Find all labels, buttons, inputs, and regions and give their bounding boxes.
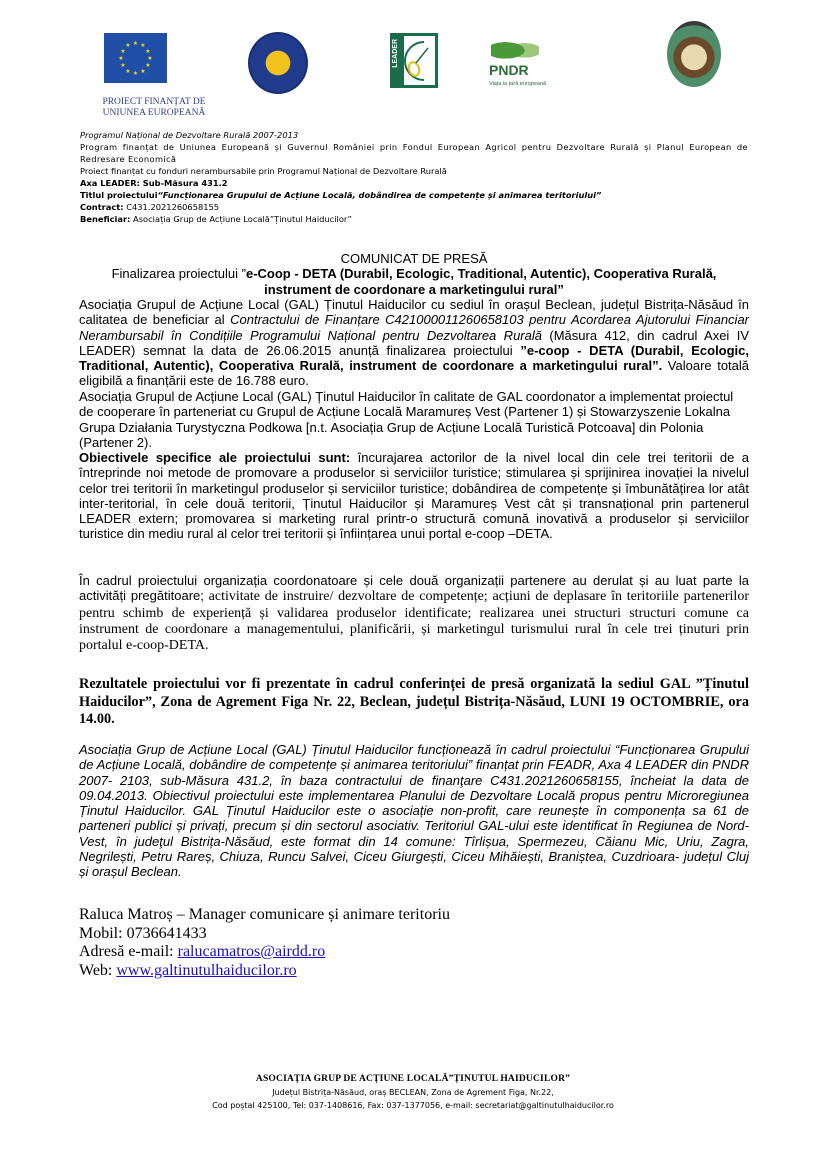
subtitle-prefix: Finalizarea proiectului ” [111,266,246,282]
svg-text:★: ★ [147,56,153,62]
project-title-value: “Funcționarea Grupului de Acțiune Locală, dobândirea de competențe și animarea teritoriului” [157,190,602,200]
beneficiar-value: Asociația Grup de Acțiune Locală”Ținutul Haiducilor” [130,214,352,224]
svg-text:★: ★ [120,49,126,55]
svg-text:★: ★ [118,56,124,62]
svg-text:★: ★ [132,41,139,47]
mobile-label: Mobil: [79,924,127,942]
p1-project-bold: ”e-coop - DETA (Durabil, Ecologic, Traditional, Autentic), Cooperativa Rurală, instrument de coordonare a marketingului rural”. [79,342,750,374]
leader-logo-inner [404,36,435,85]
eu-caption-line2: UNIUNEA EUROPEANĂ [102,108,206,118]
eu-caption [94,97,214,119]
p1-contract-italic: Contractului de Finanțare C421000011260658103 pentru Acordarea Ajutorului Financiar Nerambursabil în Condițiile Programului Național pentru Dezvoltarea Rurală [79,312,749,343]
website-link[interactable]: www.galtinutulhaiducilor.ro [116,961,297,979]
mobile-number: 0736641433 [126,924,207,942]
eu-flag-icon [104,33,167,83]
contract-label: Contract: [80,202,124,212]
contact-email-line [79,943,450,962]
gal-description-text: Asociația Grup de Acțiune Local (GAL) Ținutul Haiducilor funcționează în cadrul proiectului “Funcționarea Grupului de Acțiune Locală, dobândire de competențe și animarea teritoriului” finanțat prin FEADR, Axa 4 LEADER din PNDR 2007- 2103, sub-Măsura 431.2, în baza contractului de finanţare C431.2021260658155, încheiat la data de 09.04.2013. Obiectivul proiectului este implementarea Planului de Dezvoltare Locală propus pentru Microregiunea Ținutul Haiducilor. GAL Ținutul Haiducilor este o asociație non-profit, care reunește în componența sa 61 de parteneri publici și privați, precum și din sectorul asociativ. Teritoriul GAL-ului este identificat în Regiunea de Nord-Vest, în judeţul Bistrița-Năsăud, este format din 14 comune: Tîrlișua, Spermezeu, Căianu Mic, Uriu, Zagra, Negrilești, Petru Rareș, Chiuza, Runcu Salvei, Ciceu Giurgești, Ciceu Mihăiești, Braniștea, Cuzdrioara- județul Cluj și orașul Beclean. [79,742,749,880]
contract-value: C431.2021260658155 [123,202,220,212]
pndr-label: PNDR [489,62,529,78]
project-title-line [80,189,748,201]
program-info-block [80,129,748,225]
gal-tinutul-haiducilor-logo-icon [667,21,721,87]
footer-contact: Cod poștal 425100, Tel: 037-1408616, Fax: 037-1377056, e-mail: secretariat@galtinutulhaiducilor.ro [212,1101,614,1110]
p2-text: Asociația Grupul de Acțiune Local (GAL) Ținutul Haiducilor în calitate de GAL coordonator a implementat proiectul de cooperare în parteneriat cu Grupul de Acțiune Locală Maramureș Vest (Partener 1) și Stowarzyszenie Lokalna Grupa Działania Turystyczna Podkowa [n.t. Asociația Grup de Acțiune Locală Turistică Potcoava] din Polonia (Partener 2). [79,389,734,450]
beneficiar-label: Beneficiar: [80,214,131,224]
footer-organization: ASOCIAȚIA GRUP DE ACȚIUNE LOCALĂ”ȚINUTUL HAIDUCILOR” [255,1074,571,1084]
svg-text:★: ★ [145,49,151,55]
beneficiar-line [80,213,748,225]
pndr-trees-icon [491,36,539,60]
contact-block [79,906,450,980]
pndr-tagline: Viața la țară europeană [489,81,547,87]
svg-text:★: ★ [120,63,126,69]
p1-text-b: (Măsura 412, din cadrul Axei IV LEADER) semnat la data de 26.06.2015 anunță finalizarea proiectului [79,327,749,358]
pndr-logo-icon [487,36,545,91]
svg-text:★: ★ [132,71,139,77]
paragraph-announcement [79,297,749,389]
paragraph-activities [79,573,749,653]
p4-text-sans: În cadrul proiectului organizația coordonatoare și cele două organizații partenere au derulat și au luat parte la activități pregătitoare; [79,573,749,604]
svg-text:★: ★ [125,69,131,75]
svg-text:★: ★ [145,63,151,69]
contact-mobile-line [79,925,450,944]
web-label: Web: [79,961,117,979]
contact-name: Raluca Matroș – Manager comunicare și animare teritoriu [79,906,450,923]
page-footer [0,1073,826,1112]
funding-statement: Program finanțat de Uniunea Europeană și Guvernul României prin Fondul European Agricol pentru Dezvoltare Rurală și Planul European de Redresare Economică [80,142,748,164]
press-subtitle [79,266,749,297]
svg-text:★: ★ [140,69,146,75]
p1-value: Valoare totală eligibilă a finanțării este de 16.788 euro. [79,358,750,389]
eu-caption-line1: PROIECT FINANȚAT DE [102,97,206,107]
press-release-title [79,251,749,297]
contact-web-line [79,962,450,981]
paragraph-gal-description [79,742,749,880]
p4-text-serif: activitate de instruire/ dezvoltare de competențe; acțiuni de deplasare în teritoriile partenerilor pentru schimb de experiență și validarea produselor identificate; realizarea unei structuri structuri comune ca instrument de coordonare a managementului, planificării, și marketingul turismului rural în cele trei ținuturi prin portalul e-coop-DETA. [79,589,749,654]
project-title-label: Titlul proiectului [80,190,158,200]
footer-address: Județul Bistrița-Năsăud, oraș BECLEAN, Zona de Agrement Figa, Nr.22, [272,1088,554,1097]
email-label: Adresă e-mail: [79,943,178,960]
objectives-text: încurajarea actorilor de la nivel local din cele trei teritorii de a întreprinde noi metode de promovare a produselor si serviciilor turistice; stimularea și sprijinirea inovației la nivelul celor trei teritorii în marketingul produselor și serviciilor turistice; dobândirea de competențe și îmbunătățirea lor atât inter-teritorial, în cele două teritorii, Ținutul Haiducilor și Maramureș Vest cât și transnațional prin partenerul LEADER extern; promovarea si marketing rural printr-o structură comună inovativă a produselor și serviciilor turistice din mediu rural al celor trei teritorii și înființarea unui portal e-coop –DETA. [79,450,749,542]
press-heading: COMUNICAT DE PRESĂ [340,251,488,266]
axa-leader: Axa LEADER: Sub-Măsura 431.2 [80,178,228,188]
objectives-label: Obiectivele specifice ale proiectului sunt: [79,450,351,465]
paragraph-partners [79,389,749,450]
romania-ministry-seal-icon [248,32,308,94]
subtitle-project-name: e-Coop - DETA (Durabil, Ecologic, Traditional, Autentic), Cooperativa Rurală, instrument de coordonare a marketingului rural” [245,266,717,297]
contract-line [80,201,748,213]
press-conference-text: Rezultatele proiectului vor fi prezentate în cadrul conferinței de presă organizată la sediul GAL ”Ținutul Haiducilor”, Zona de Agrement Figa Nr. 22, Beclean, județul Bistrița-Năsăud, LUNI 19 OCTOMBRIE, ora 14.00. [79,676,749,727]
leader-label: LEADER [392,39,399,68]
svg-text:★: ★ [125,43,131,49]
p1-text-a: Asociația Grupul de Acțiune Local (GAL) Ținutul Haiducilor cu sediul în orașul Beclean, județul Bistrița-Năsăud în calitatea de beneficiar al [79,297,749,328]
program-name: Programul Național de Dezvoltare Rurală 2007-2013 [80,130,299,140]
paragraph-objectives [79,450,749,542]
leader-logo-icon [390,33,438,88]
project-funding: Proiect finanțat cu fonduri nerambursabile prin Programul Național de Dezvoltare Rurală [80,166,447,176]
svg-text:★: ★ [140,43,146,49]
email-link[interactable]: ralucamatros@airdd.ro [177,943,326,960]
paragraph-press-conference [79,676,749,729]
